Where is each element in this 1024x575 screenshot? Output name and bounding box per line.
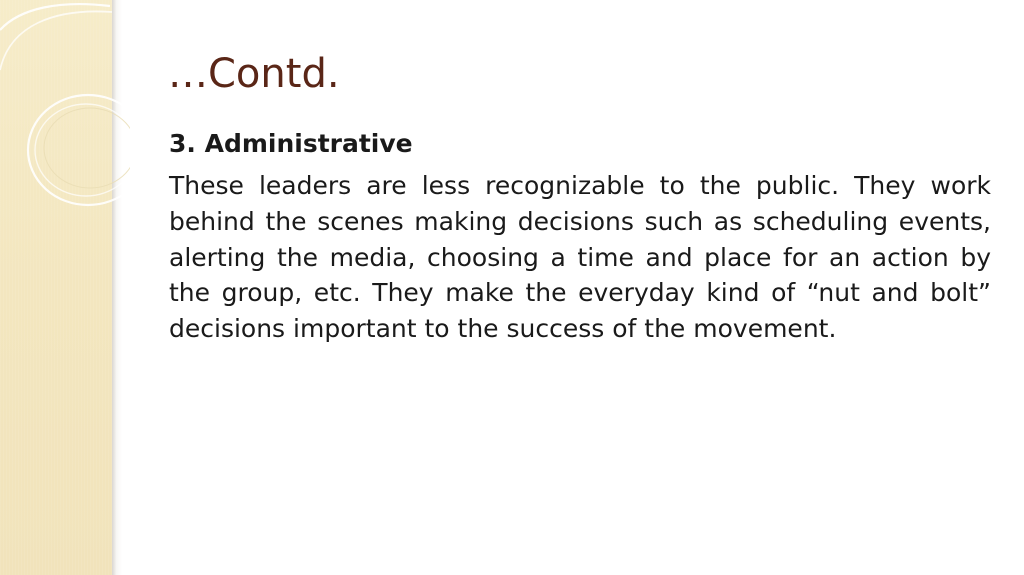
section-heading: 3. Administrative <box>169 129 413 158</box>
slide-content <box>169 126 991 347</box>
body-paragraph: These leaders are less recognizable to the public. They work behind the scenes making decisions such as scheduling events, alerting the media, choosing a time and place for an action by the group, etc. They make the everyday kind of “nut and bolt” decisions important to the success of the movement. <box>169 171 991 344</box>
decorative-rings-graphic <box>0 0 130 240</box>
slide-title: …Contd. <box>168 51 340 97</box>
